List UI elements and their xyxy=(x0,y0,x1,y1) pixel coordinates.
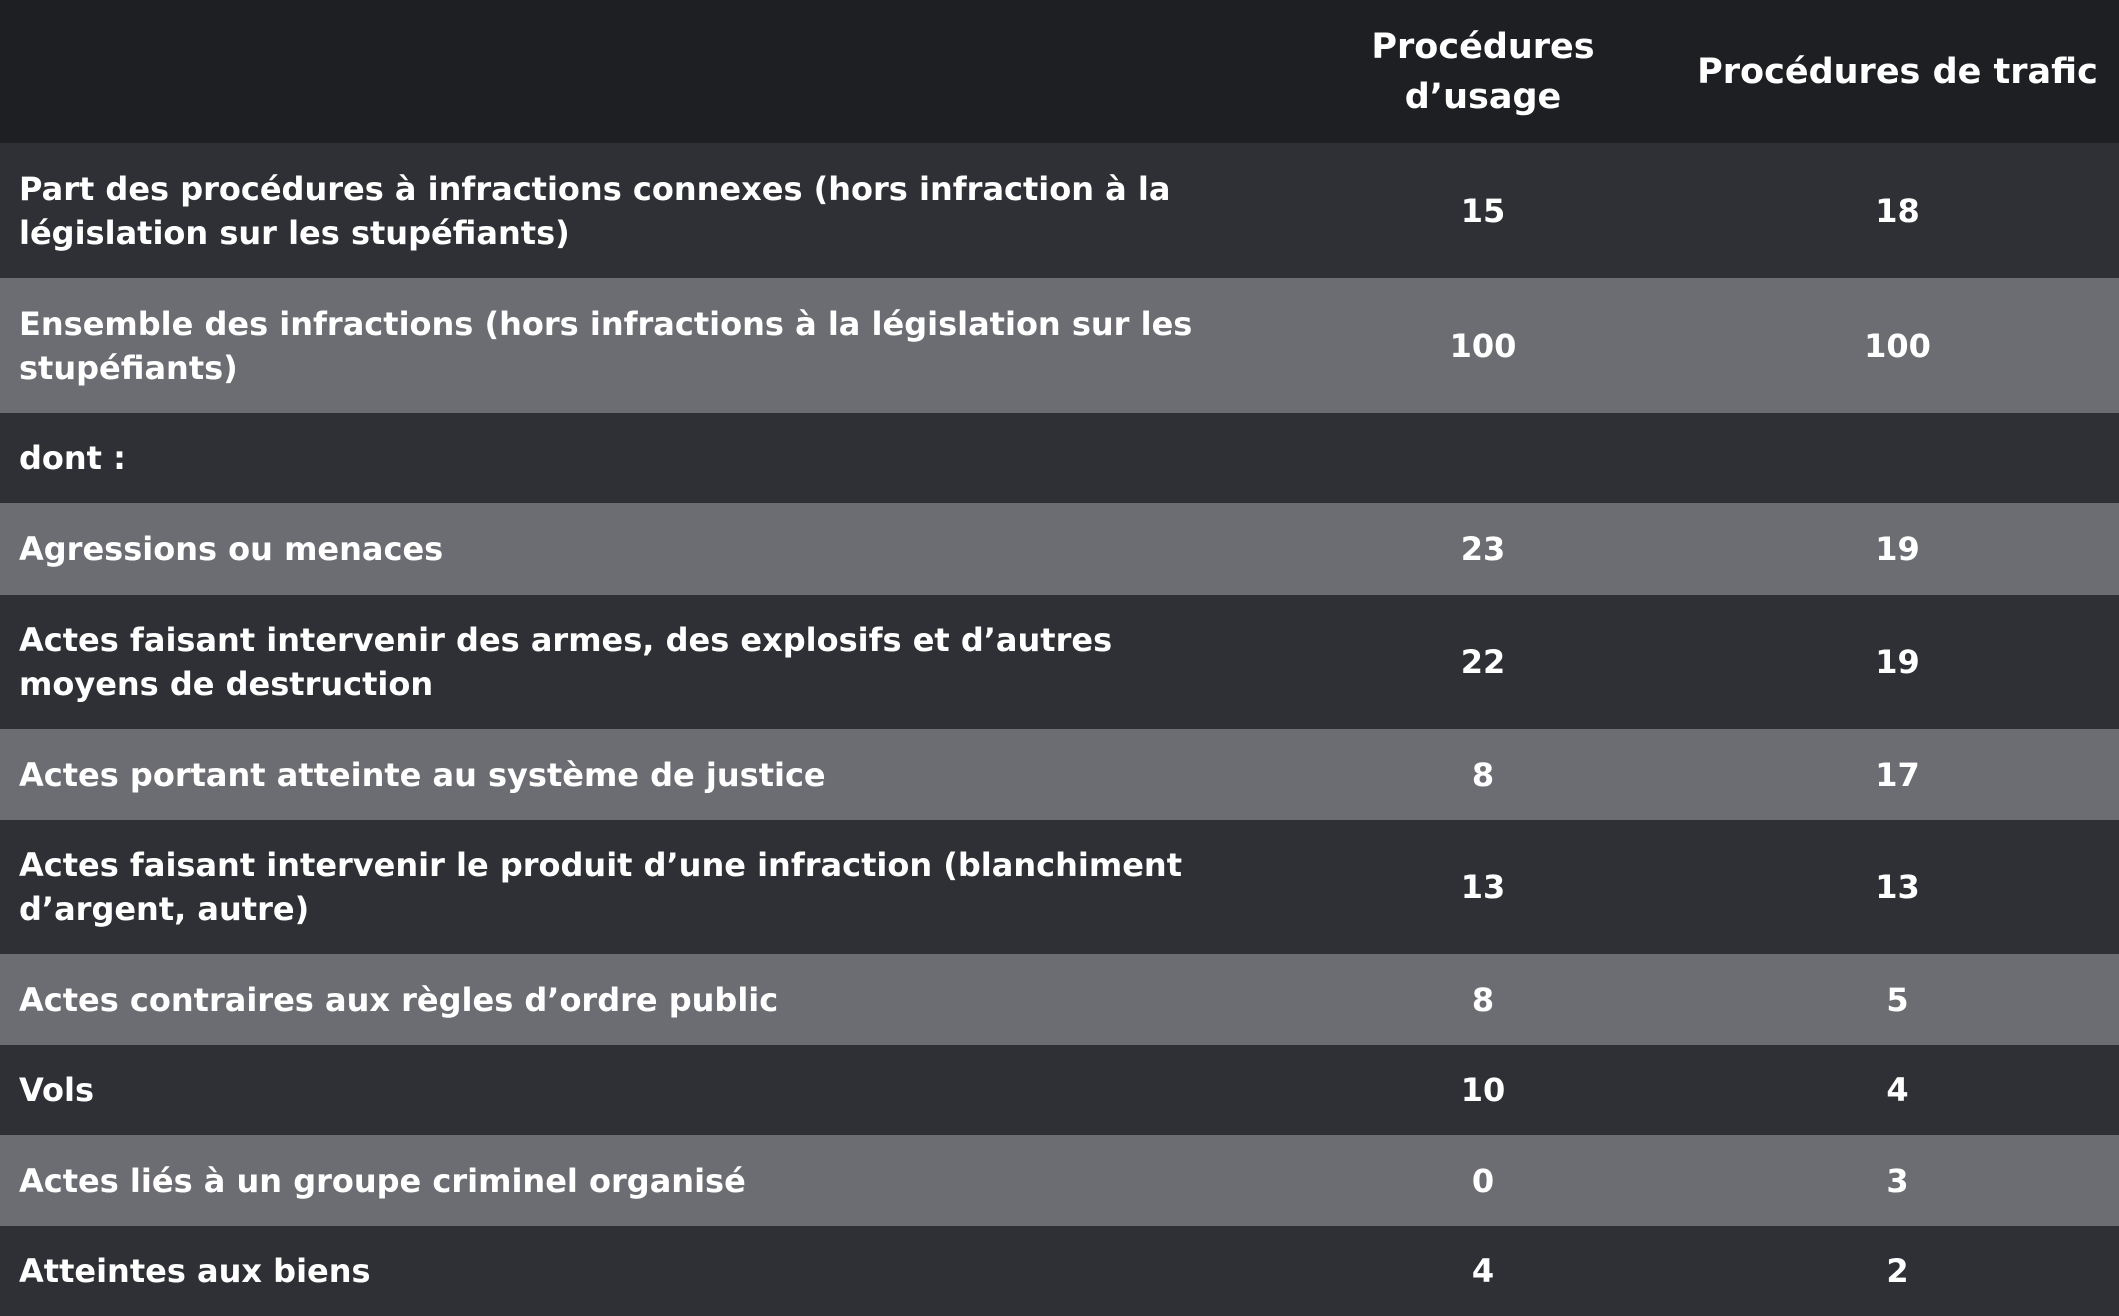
row-label: Actes portant atteinte au système de justice xyxy=(19,755,826,794)
row-label: Actes faisant intervenir des armes, des explosifs et d’autres moyens de destruction xyxy=(19,621,1113,703)
row-usage-value: 100 xyxy=(1449,326,1517,365)
row-usage-value: 13 xyxy=(1460,868,1506,906)
row-trafic-value: 5 xyxy=(1886,980,1909,1019)
header-row xyxy=(0,0,2119,143)
row-label: Agressions ou menaces xyxy=(19,530,444,568)
header-trafic: Procédures de trafic xyxy=(1697,51,2098,92)
row-usage-value: 0 xyxy=(1471,1161,1495,1200)
row-label: Vols xyxy=(19,1071,95,1109)
table-row xyxy=(0,820,2119,954)
header-empty-cell xyxy=(0,0,1290,143)
row-trafic-value xyxy=(1676,413,2119,503)
row-label: dont : xyxy=(19,439,126,477)
table-row xyxy=(0,1045,2119,1135)
table-row xyxy=(0,413,2119,503)
table-row xyxy=(0,278,2119,413)
row-trafic-value: 13 xyxy=(1875,868,1920,906)
row-usage-value xyxy=(1290,413,1676,503)
table-row xyxy=(0,503,2119,595)
row-usage-value: 8 xyxy=(1471,980,1495,1019)
table-row xyxy=(0,143,2119,278)
row-label: Actes contraires aux règles d’ordre public xyxy=(19,980,779,1019)
row-usage-value: 22 xyxy=(1460,643,1506,681)
row-usage-value: 4 xyxy=(1471,1252,1495,1290)
row-label: Actes faisant intervenir le produit d’une infraction (blanchiment d’argent, autre) xyxy=(19,846,1182,928)
table-row xyxy=(0,1135,2119,1226)
table-row xyxy=(0,595,2119,729)
row-usage-value: 15 xyxy=(1460,191,1506,230)
row-usage-value: 10 xyxy=(1460,1071,1506,1109)
row-label: Ensemble des infractions (hors infractions à la législation sur les stupéfiants) xyxy=(19,304,1193,387)
table-row xyxy=(0,954,2119,1045)
row-trafic-value: 19 xyxy=(1875,643,1920,681)
row-label: Atteintes aux biens xyxy=(19,1252,371,1290)
row-trafic-value: 3 xyxy=(1886,1161,1909,1200)
row-label: Part des procédures à infractions connexes (hors infraction à la législation sur les stupéfiants) xyxy=(19,169,1171,252)
row-trafic-value: 2 xyxy=(1886,1252,1909,1290)
row-trafic-value: 4 xyxy=(1886,1071,1909,1109)
row-trafic-value: 100 xyxy=(1864,326,1931,365)
row-trafic-value: 19 xyxy=(1875,530,1920,568)
row-label: Actes liés à un groupe criminel organisé xyxy=(19,1161,746,1200)
row-trafic-value: 18 xyxy=(1875,191,1920,230)
table-row xyxy=(0,1226,2119,1316)
row-usage-value: 8 xyxy=(1471,755,1495,794)
row-usage-value: 23 xyxy=(1460,530,1506,568)
table-row xyxy=(0,729,2119,820)
header-usage: Procédures d’usage xyxy=(1371,26,1595,117)
row-trafic-value: 17 xyxy=(1875,755,1920,794)
